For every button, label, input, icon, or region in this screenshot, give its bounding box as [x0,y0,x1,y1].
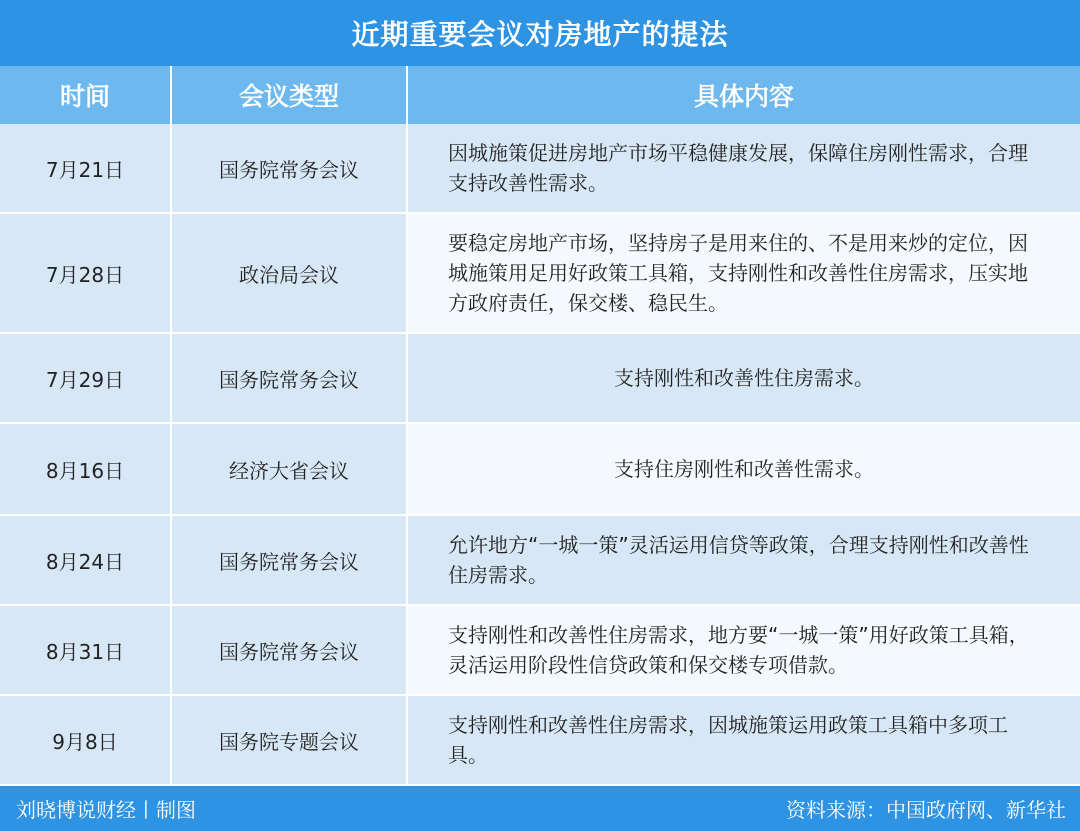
row-date: 7月29日 [45,367,125,392]
row-date: 8月24日 [45,549,125,574]
row-date: 7月21日 [45,157,125,182]
row-content-text: 因城施策促进房地产市场平稳健康发展，保障住房刚性需求，合理支持改善性需求。 [448,141,1028,195]
header-time: 时间 [59,82,110,111]
row-meeting-type: 国务院专题会议 [170,696,406,784]
header-content: 具体内容 [406,66,1080,124]
row-meeting-type: 国务院常务会议 [170,124,406,212]
row-meeting-type: 国务院常务会议 [170,516,406,604]
row-content [406,214,1080,332]
row-content-text: 支持刚性和改善性住房需求，因城施策运用政策工具箱中多项工具。 [448,713,1008,767]
row-meeting-type: 政治局会议 [170,214,406,332]
row-content-text: 支持刚性和改善性住房需求，地方要“一城一策”用好政策工具箱，灵活运用阶段性信贷政策和保交楼专项借款。 [448,623,1029,677]
table-row [0,334,1080,424]
row-content-text: 允许地方“一城一策”灵活运用信贷等政策，合理支持刚性和改善性住房需求。 [448,533,1029,587]
table-header-row [0,66,1080,124]
header-meeting-type: 会议类型 [170,66,406,124]
row-content [406,516,1080,604]
row-date: 9月8日 [52,729,118,754]
row-content: 支持住房刚性和改善性需求。 [406,424,1080,514]
footer-source: 资料来源：中国政府网、新华社 [786,798,1066,822]
row-content [406,696,1080,784]
row-content [406,124,1080,212]
table-row [0,606,1080,696]
row-content-text: 要稳定房地产市场，坚持房子是用来住的、不是用来炒的定位，因城施策用足用好政策工具箱，支持刚性和改善性住房需求，压实地方政府责任，保交楼、稳民生。 [448,231,1028,315]
row-content [406,606,1080,694]
footer-bar [0,786,1080,831]
footer-credit: 刘晓博说财经丨制图 [16,798,196,822]
row-date: 8月31日 [0,606,170,694]
row-meeting-type: 国务院常务会议 [170,606,406,694]
row-meeting-type: 经济大省会议 [170,424,406,514]
table-row [0,124,1080,214]
row-date: 8月16日 [0,424,170,514]
row-content: 支持刚性和改善性住房需求。 [406,334,1080,422]
table-row [0,516,1080,606]
table-title: 近期重要会议对房地产的提法 [0,0,1080,66]
row-meeting-type: 国务院常务会议 [170,334,406,422]
table-row [0,696,1080,786]
row-date: 7月28日 [0,214,170,332]
table-row [0,424,1080,516]
table-row [0,214,1080,334]
